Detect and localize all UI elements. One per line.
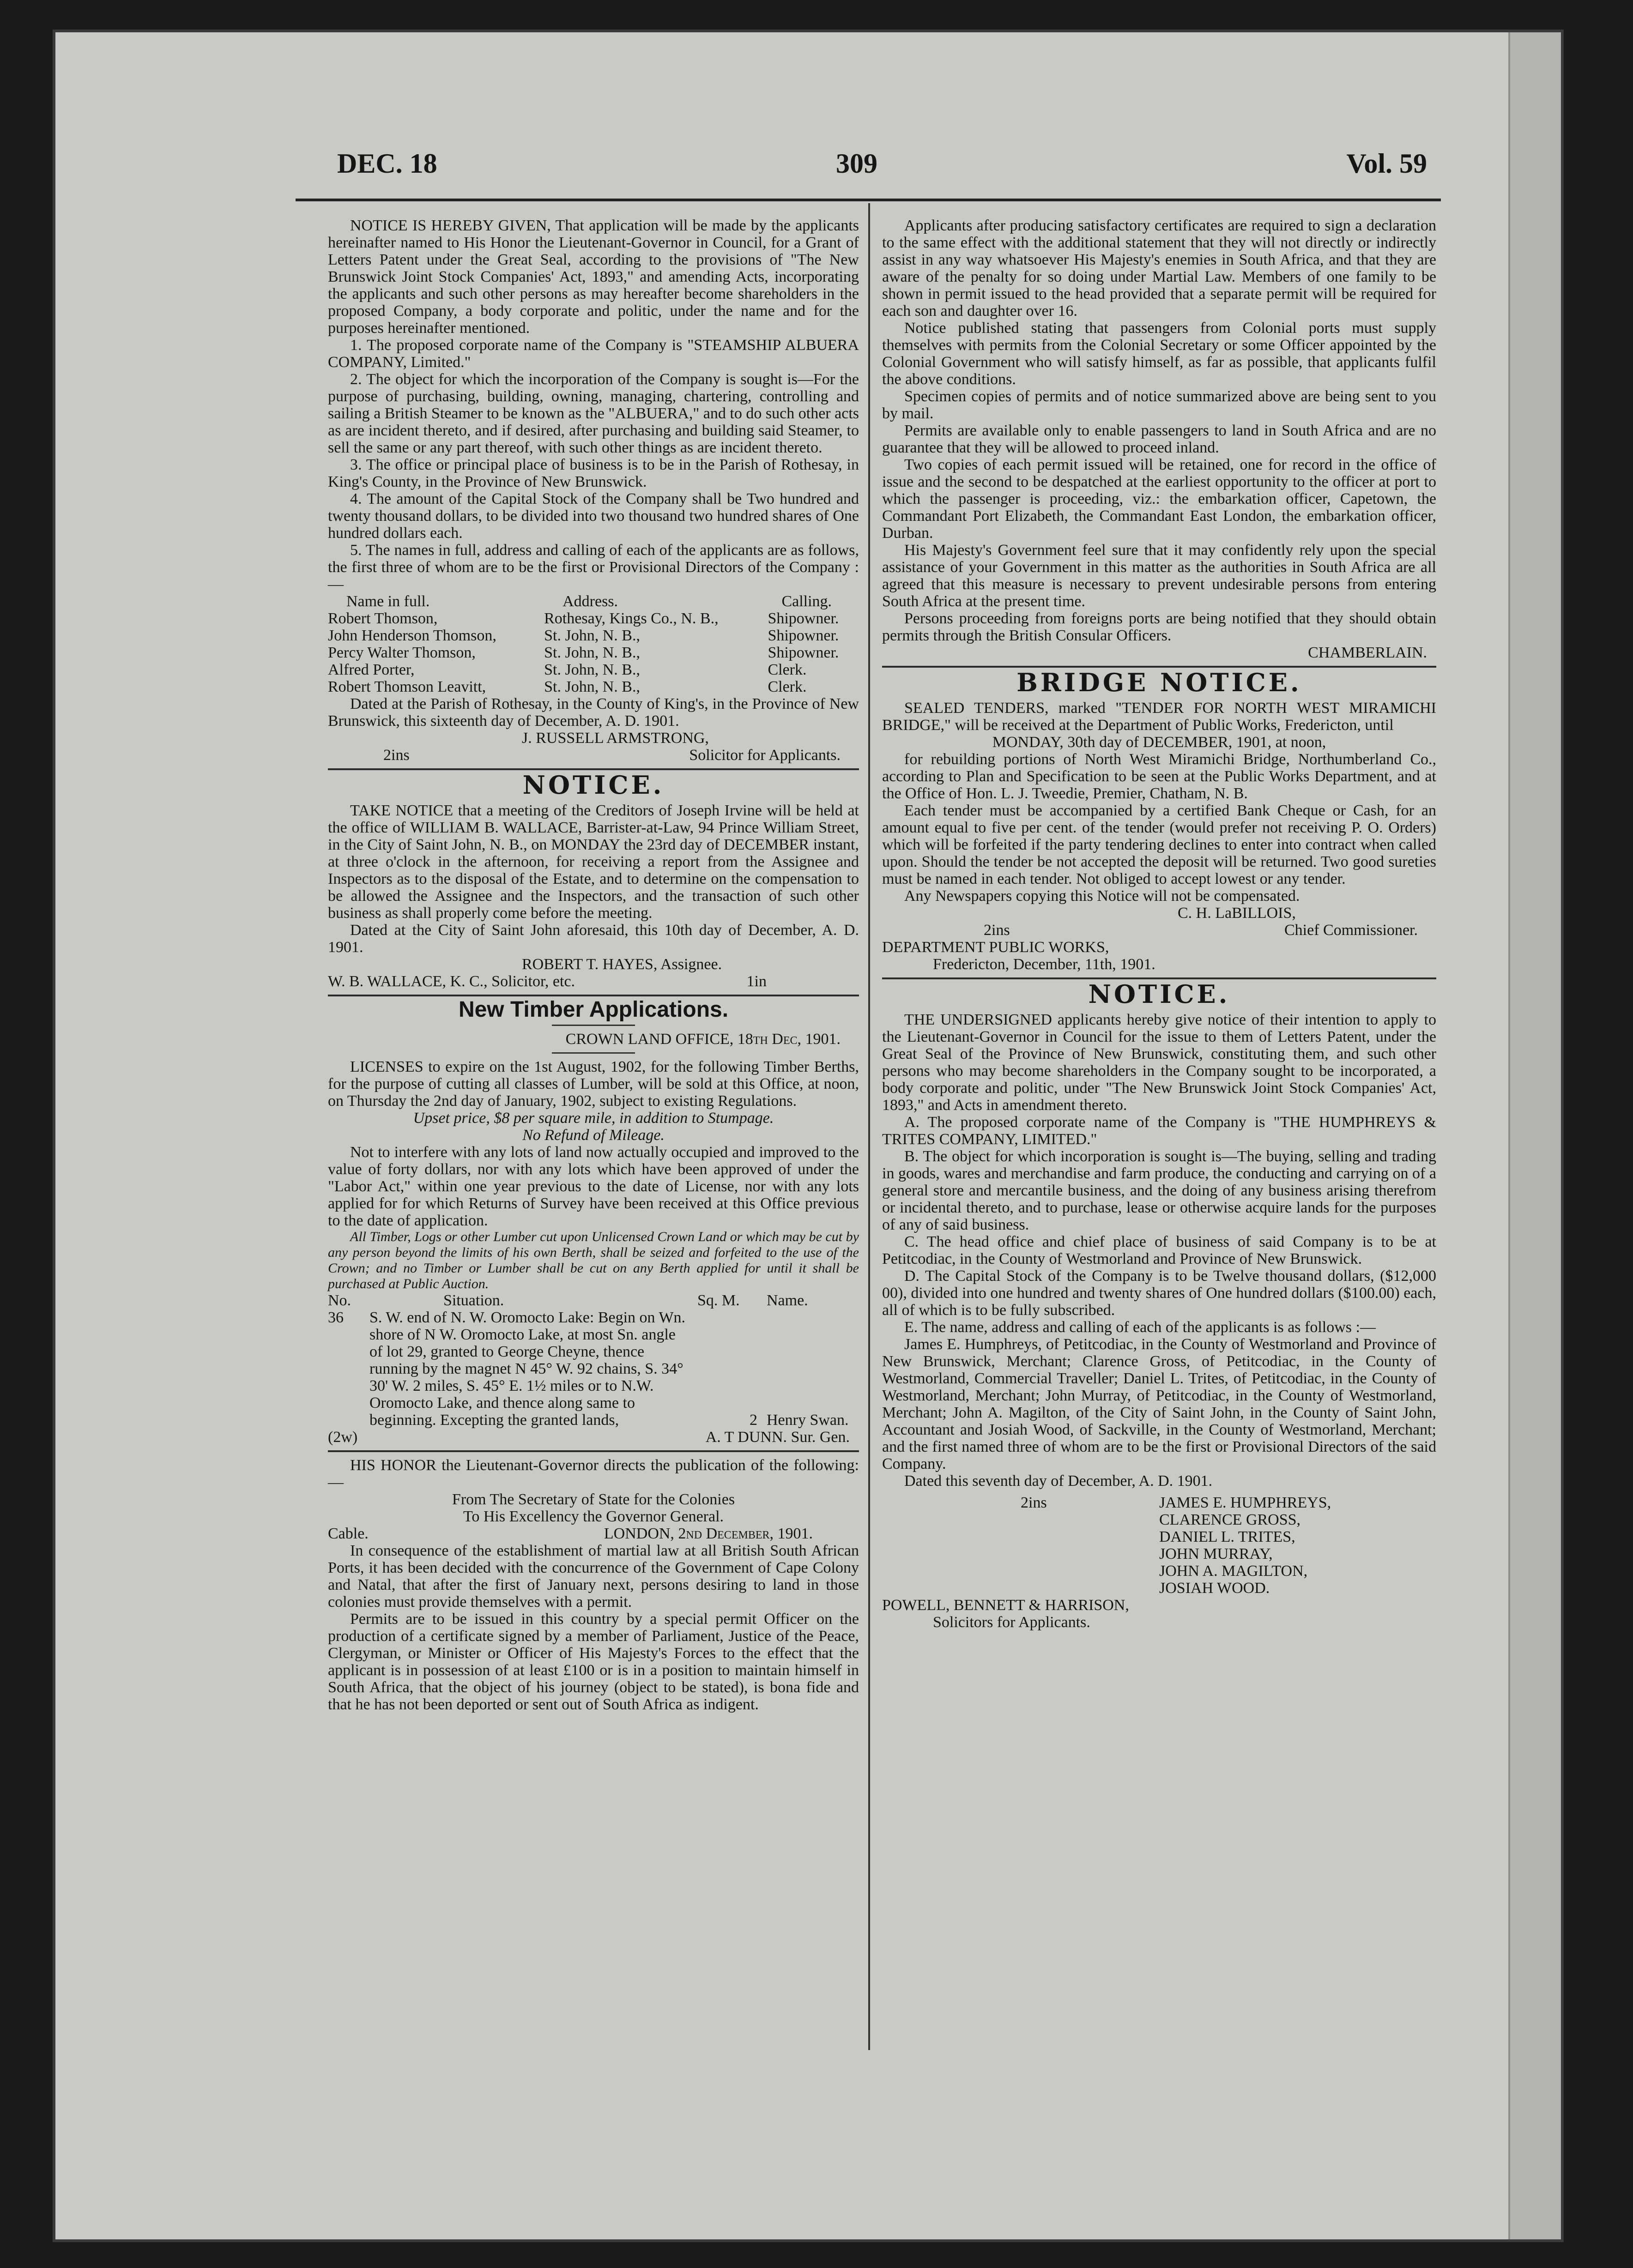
albuera-item: 2. The object for which the incorporation of the Company is sought is—For the purpose of purchasing, building, owning, managing, chartering, controlling and sailing a British Steamer to be known as the "ALBUERA," and to do such other acts as are incident thereto, and if desired, after purchasing and building said Steamer, to sell the same or any part thereof, with such other things as are incident thereto. [328,371,859,456]
timber-notice [328,997,859,1446]
south-africa-proclamation [328,1457,859,1713]
signer-name: JOHN A. MAGILTON, [1159,1562,1308,1580]
column-header: Name in full. [346,593,430,610]
notice-item: E. The name, address and calling of each of the applicants is as follows :— [904,1319,1376,1336]
proclamation-paragraph: Specimen copies of permits and of notice summarized above are being sent to you by mail. [882,388,1436,422]
signer-name: JAMES E. HUMPHREYS, [1159,1494,1331,1511]
proclamation-signer: CHAMBERLAIN. [1308,644,1427,661]
section-rule [328,995,859,996]
berth-name: Henry Swan. [767,1411,849,1429]
cell: St. John, N. B., [544,678,640,695]
cell: Shipowner. [768,644,839,661]
signer-name: JOHN MURRAY, [1159,1545,1273,1562]
insertion-count: 2ins [984,922,1010,939]
proclamation-paragraph: In consequence of the establishment of martial law at all British South African Ports, it has been decided with the concurrence of the Government of Cape Colony and Natal, that after the first of January next, persons desiring to land in those colonies must provide themselves with a permit. [328,1542,859,1611]
short-rule [552,1052,635,1054]
cable-date: LONDON, 2nd December, 1901. [604,1525,813,1542]
berth-situation: S. W. end of N. W. Oromocto Lake: Begin on Wn. shore of N W. Oromocto Lake, at most Sn. angle of lot 29, granted to George Cheyne, thence running by the magnet N 45° W. 92 chains, S. 34° 30' W. 2 miles, S. 45° E. 1½ miles or to N.W. Oromocto Lake, and thence along same to beginning. Excepting the granted lands, [369,1309,686,1429]
timber-signer: A. T DUNN. Sur. Gen. [705,1429,850,1446]
bridge-tender: Each tender must be accompanied by a certified Bank Cheque or Cash, for an amount equal to five per cent. of the tender (would prefer not receiving P. O. Orders) which will be forfeited if the party tendering declines to enter into contract when called upon. Should the tender be not accepted the deposit will be returned. Two good sureties must be named in each tender. Not obliged to accept lowest or any tender. [882,802,1436,887]
albuera-item: 5. The names in full, address and calling of each of the applicants are as follows, the first three of whom are to be the first or Provisional Directors of the Company :— [328,542,859,593]
timber-conditions: Not to interfere with any lots of land now actually occupied and improved to the value of forty dollars, nor with any lots which have been approved of under the "Labor Act," within one year previous to the date of License, nor with any lots applied for for which Returns of Survey have been received at this Office previous to the date of application. [328,1144,859,1229]
column-header: Situation. [443,1292,504,1309]
proclamation-to: To His Excellency the Governor General. [463,1508,724,1525]
header-date: DEC. 18 [337,148,437,179]
albuera-item: 4. The amount of the Capital Stock of the Company shall be Two hundred and twenty thousand dollars, to be divided into two thousand two hundred shares of One hundred dollars each. [328,490,859,542]
bridge-notice [882,668,1436,973]
proclamation-paragraph: Two copies of each permit issued will be retained, one for record in the office of issue and the second to be despatched at the earliest opportunity to the officer at port to which the passenger is proceeding, viz.: the embarkation officer, Capetown, the Commandant Port Elizabeth, the Commandant East London, the embarkation officer, Durban. [882,456,1436,542]
timber-office: CROWN LAND OFFICE, 18th Dec, 1901. [565,1031,841,1048]
bridge-department: DEPARTMENT PUBLIC WORKS, [882,939,1109,956]
solicitor-firm: POWELL, BENNETT & HARRISON, [882,1597,1129,1614]
header-rule [296,199,1441,201]
notice-dated: Dated this seventh day of December, A. D. 1901. [904,1472,1213,1490]
notice-applicants: James E. Humphreys, of Petitcodiac, in the County of Westmorland and Province of New Brunswick, Merchant; Clarence Gross, of Petitcodiac, in the County of Westmorland, Commercial Traveller; Daniel L. Trites, of Petitcodiac, in the County of Westmorland, Merchant; John Murray, of Petitcodiac, in the County of Westmorland, Merchant; John A. Magilton, of the City of Saint John, in the County of Saint John, Accountant and Josiah Wood, of Sackville, in the County of Westmorland, Merchant; and the first named three of whom are to be the first or Provisional Directors of the said Company. [882,1336,1436,1472]
proclamation-paragraph: Permits are to be issued in this country by a special permit Officer on the production of a certificate signed by a member of Parliament, Justice of the Peace, Clergyman, or Minister or Officer of His Majesty's Forces to the effect that the applicant is in possession of at least £100 or is in a position to maintain himself in South Africa, that the object of his journey (object to be stated), is bona fide and that he has not been deported or sent out of South Africa as indigent. [328,1611,859,1713]
cell: Clerk. [768,661,807,678]
signer-title: Solicitor for Applicants. [689,747,841,764]
signer-name: JOSIAH WOOD. [1159,1580,1270,1597]
solicitor: W. B. WALLACE, K. C., Solicitor, etc. [328,973,575,990]
albuera-signoff [328,747,859,764]
bridge-heading: BRIDGE NOTICE. [1016,668,1302,697]
notice-item: D. The Capital Stock of the Company is to be Twelve thousand dollars, ($12,000 00), divided into one hundred and twenty shares of One hundred dollars ($100.00) each, all of which is to be fully subscribed. [882,1267,1436,1319]
timber-upset: Upset price, $8 per square mile, in addition to Stumpage. [413,1110,774,1127]
notice-item: A. The proposed corporate name of the Company is "THE HUMPHREYS & TRITES COMPANY, LIMITED." [882,1114,1436,1148]
column-header: Calling. [781,593,832,610]
solicitor-title: Solicitors for Applicants. [933,1614,1090,1631]
albuera-notice [328,217,859,764]
notice-heading: NOTICE. [522,770,665,800]
cell: St. John, N. B., [544,644,640,661]
proclamation-continued [882,217,1436,661]
signer-name: DANIEL L. TRITES, [1159,1528,1295,1545]
notice-dated: Dated at the City of Saint John aforesaid, this 10th day of December, A. D. 1901. [328,922,859,956]
notice-signer: ROBERT T. HAYES, Assignee. [522,956,722,973]
albuera-signer: J. RUSSELL ARMSTRONG, [522,730,709,747]
notice-signatures [882,1494,1436,1597]
proclamation-paragraph: Persons proceeding from foreigns ports are being notified that they should obtain permits through the British Consular Officers. [882,610,1436,644]
cell: Rothesay, Kings Co., N. B., [544,610,719,627]
column-header: Address. [562,593,618,610]
header-volume: Vol. 59 [1346,148,1427,179]
berth-sqm: 2 [750,1411,757,1429]
right-column [882,217,1436,1631]
notice-heading: NOTICE. [1088,979,1230,1009]
albuera-intro: NOTICE IS HEREBY GIVEN, That application will be made by the applicants hereinafter named to His Honor the Lieutenant-Governor in Council, for a Grant of Letters Patent under the Great Seal, according to the provisions of "The New Brunswick Joint Stock Companies' Act, 1893," and amending Acts, incorporating the applicants and such other persons as may hereafter become shareholders in the proposed Company, a body corporate and politic, under the name and for the purposes hereinafter mentioned. [328,217,859,337]
bridge-signer: C. H. LaBILLOIS, [1178,905,1296,922]
bridge-body: SEALED TENDERS, marked "TENDER FOR NORTH WEST MIRAMICHI BRIDGE," will be received at the Department of Public Works, Fredericton, until [882,700,1436,734]
notice-solicitor-line [328,973,859,990]
proclamation-from: From The Secretary of State for the Colonies [452,1491,735,1508]
humphreys-trites-notice [882,979,1436,1631]
left-column [328,217,859,1713]
cable-label: Cable. [328,1525,369,1542]
cell: Shipowner. [768,627,839,644]
column-header: Sq. M. [697,1292,740,1309]
table-header [328,593,859,610]
page-edge [1508,32,1561,2239]
berth-number: 36 [328,1309,344,1326]
table-row [328,661,859,678]
bridge-signoff [882,922,1436,939]
insertion-count: (2w) [328,1429,358,1446]
bridge-place: Fredericton, December, 11th, 1901. [933,956,1155,973]
proclamation-paragraph: Notice published stating that passengers from Colonial ports must supply themselves with permits from the Colonial Secretary or some Officer appointed by the Colonial Government who will satisfy himself, as far as possible, that applicants fulfil the above conditions. [882,320,1436,388]
bridge-date: MONDAY, 30th day of DECEMBER, 1901, at noon, [992,734,1326,751]
signer-name: CLARENCE GROSS, [1159,1511,1301,1528]
timber-body: LICENSES to expire on the 1st August, 1902, for the following Timber Berths, for the purpose of cutting all classes of Lumber, will be sold at this Office, at noon, on Thursday the 2nd day of January, 1902, subject to existing Regulations. [328,1058,859,1110]
cell: St. John, N. B., [544,627,640,644]
short-rule [552,1025,635,1026]
applicants-table [328,593,859,695]
signer-title: Chief Commissioner. [1284,922,1418,939]
timber-mileage: No Refund of Mileage. [522,1127,665,1144]
proclamation-paragraph: Applicants after producing satisfactory certificates are required to sign a declaration to the same effect with the additional statement that they will not directly or indirectly assist in any way whatsoever His Majesty's enemies in South Africa, and that they are aware of the penalty for so doing under Martial Law. Members of one family to be shown in permit issued to the head provided that a separate permit will be required for each son and daughter over 16. [882,217,1436,320]
header-page-number: 309 [836,148,877,179]
column-divider [868,203,870,2050]
bridge-papers: Any Newspapers copying this Notice will not be compensated. [904,887,1300,905]
albuera-dated: Dated at the Parish of Rothesay, in the County of King's, in the Province of New Brunswick, this sixteenth day of December, A. D. 1901. [328,695,859,730]
notice-intro: THE UNDERSIGNED applicants hereby give notice of their intention to apply to the Lieutenant-Governor in Council for the issue to them of Letters Patent, under the Great Seal of the Province of New Brunswick, constituting them, and such other persons who may become shareholders in the Company sought to be incorporated, a body corporate and politic, under "The New Brunswick Joint Stock Companies' Act, 1893," and Acts in amendment thereto. [882,1011,1436,1114]
bridge-purpose: for rebuilding portions of North West Miramichi Bridge, Northumberland Co., according to Plan and Specification to be seen at the Public Works Department, and at the Office of Hon. L. J. Tweedie, Premier, Chatham, N. B. [882,751,1436,802]
timber-heading: New Timber Applications. [458,997,729,1022]
cell: John Henderson Thomson, [328,627,496,644]
berth-table [328,1292,859,1429]
proclamation-paragraph: Permits are available only to enable passengers to land in South Africa and are no guarantee that they will be allowed to proceed inland. [882,422,1436,456]
insertion-count: 2ins [383,747,410,764]
column-header: No. [328,1292,351,1309]
albuera-item: 1. The proposed corporate name of the Company is "STEAMSHIP ALBUERA COMPANY, Limited." [328,337,859,371]
table-row [328,678,859,695]
cell: Clerk. [768,678,807,695]
page-header [309,139,1427,189]
proclamation-intro: HIS HONOR the Lieutenant-Governor directs the publication of the following:— [328,1457,859,1491]
cell: Robert Thomson, [328,610,438,627]
table-header [328,1292,859,1309]
cell: St. John, N. B., [544,661,640,678]
timber-warning: All Timber, Logs or other Lumber cut upon Unlicensed Crown Land or which may be cut by any person beyond the limits of his own Berth, shall be seized and forfeited to the use of the Crown; and no Timber or Lumber shall be cut on any Berth applied for until it shall be purchased at Public Auction. [328,1229,859,1291]
cell: Shipowner. [768,610,839,627]
proclamation-cable-line [328,1525,859,1542]
column-header: Name. [767,1292,808,1309]
cell: Robert Thomson Leavitt, [328,678,486,695]
timber-signoff [328,1429,859,1446]
insertion-count: 2ins [1021,1494,1047,1511]
proclamation-paragraph: His Majesty's Government feel sure that it may confidently rely upon the special assistance of your Government in this matter as the authorities in South Africa are all agreed that this measure is necessary to prevent undesirable persons from entering South Africa at the present time. [882,542,1436,610]
signer-list [1159,1494,1331,1597]
cell: Alfred Porter, [328,661,415,678]
cell: Percy Walter Thomson, [328,644,476,661]
table-row [328,1309,859,1429]
insertion-count: 1in [746,973,767,990]
albuera-item: 3. The office or principal place of business is to be in the Parish of Rothesay, in King's County, in the Province of New Brunswick. [328,456,859,490]
creditors-notice [328,770,859,990]
notice-item: B. The object for which incorporation is sought is—The buying, selling and trading in goods, wares and merchandise and farm produce, the conducting and carrying on of a general store and mercantile business, and the doing of any business arising therefrom or incidental thereto, and to purchase, lease or otherwise acquire lands for the purposes of any of said business. [882,1148,1436,1233]
table-row [328,610,859,627]
section-rule [328,1450,859,1452]
table-row [328,627,859,644]
table-row [328,644,859,661]
notice-body: TAKE NOTICE that a meeting of the Creditors of Joseph Irvine will be held at the office of WILLIAM B. WALLACE, Barrister-at-Law, 94 Prince William Street, in the City of Saint John, N. B., on MONDAY the 23rd day of DECEMBER instant, at three o'clock in the afternoon, for receiving a report from the Assignee and Inspectors as to the disposal of the Estate, and to determine on the compensation to be allowed the Assignee and the Inspectors, and the transaction of such other business as shall properly come before the meeting. [328,802,859,922]
notice-item: C. The head office and chief place of business of said Company is to be at Petitcodiac, in the County of Westmorland and Province of New Brunswick. [882,1233,1436,1267]
